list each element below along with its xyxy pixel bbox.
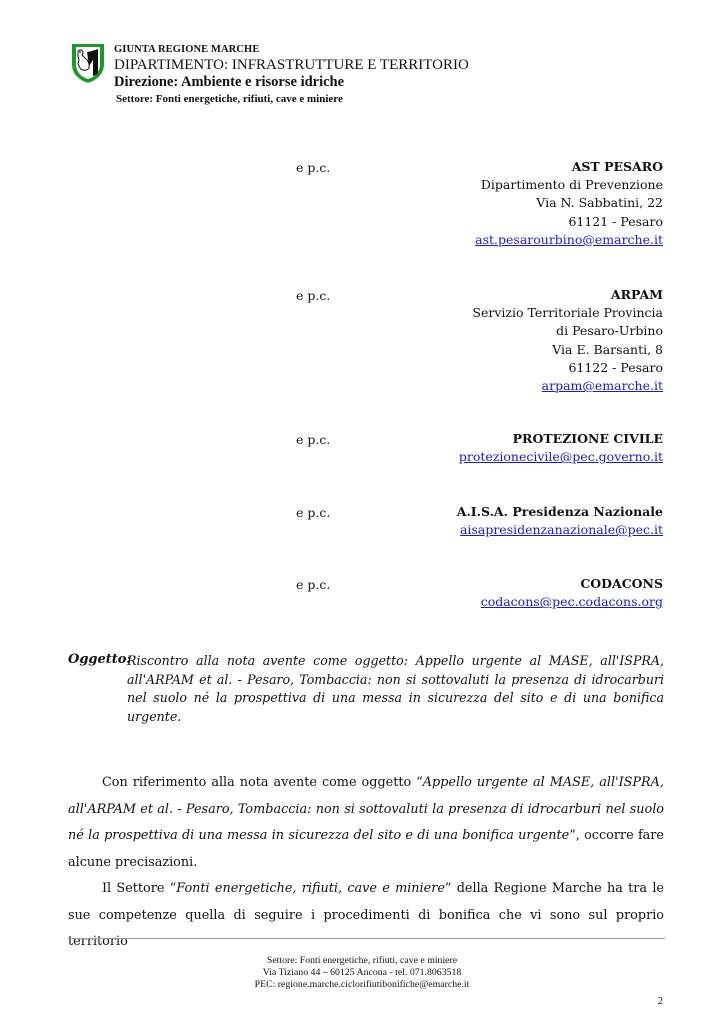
footer-pec: PEC: regione.marche.ciclorifiutibonifiche@emarche.it [254, 979, 470, 991]
header-direction: Direzione: Ambiente e risorse idriche [114, 74, 345, 90]
subject-label: Oggetto: [68, 652, 132, 667]
recipient-cc-label: e p.c. [296, 288, 331, 303]
recipient-line: 61121 - Pesaro [568, 213, 663, 229]
recipient-name: AST PESARO [571, 159, 663, 174]
recipient-line: Via N. Sabbatini, 22 [536, 195, 663, 211]
recipient-name: A.I.S.A. Presidenza Nazionale [456, 504, 663, 519]
footer-sector: Settore: Fonti energetiche, rifiuti, cave e miniere [266, 955, 458, 966]
recipient-name: ARPAM [610, 287, 663, 302]
recipient-protezione-civile [459, 430, 663, 466]
recipient-email-link[interactable]: protezionecivile@pec.governo.it [458, 449, 663, 465]
recipient-cc-label: e p.c. [296, 577, 331, 592]
regione-marche-logo [70, 42, 106, 84]
body-paragraph-1 [68, 770, 664, 876]
subject-text: Riscontro alla nota avente come oggetto: Appello urgente al MASE, all'ISPRA, all'ARPAM et al. - Pesaro, Tombaccia: non si sottovaluti la presenza di idrocarburi nel suolo né la prospettiva di una messa in sicurezza del sito e di una bonifica urgente. [127, 653, 664, 724]
body-text: Il Settore “ [102, 881, 177, 896]
recipient-cc-label: e p.c. [296, 505, 331, 520]
body-text: ”, occorre fare alcune precisazioni. [68, 828, 664, 870]
recipient-line: 61122 - Pesaro [568, 359, 663, 375]
letter-body [68, 770, 664, 956]
body-text: ” della Regione Marche ha tra le sue competenze quella di seguire i procedimenti di bonifica che vi sono sul proprio territorio [68, 881, 664, 949]
recipient-name: CODACONS [580, 576, 663, 591]
recipient-cc-label: e p.c. [296, 432, 331, 447]
footer [0, 955, 724, 992]
recipient-line: Via E. Barsanti, 8 [552, 341, 663, 357]
header-department: DIPARTIMENTO: INFRASTRUTTURE E TERRITORIO [114, 57, 469, 73]
recipient-line: Servizio Territoriale Provincia [472, 305, 663, 321]
recipient-ast-pesaro [475, 158, 663, 249]
footer-divider [68, 938, 665, 939]
recipient-arpam [472, 286, 663, 395]
recipient-email-link[interactable]: ast.pesarourbino@emarche.it [475, 231, 663, 247]
body-quote: Appello urgente al MASE, all'ISPRA, all'ARPAM et al. - Pesaro, Tombaccia: non si sottovaluti la presenza di idrocarburi nel suolo né la prospettiva di una messa in sicurezza del sito e di una bonifica urgente [68, 775, 664, 843]
recipient-email-link[interactable]: codacons@pec.codacons.org [480, 594, 663, 610]
footer-address: Via Tiziano 44 – 60125 Ancona - tel. 071.8063518 [262, 967, 462, 979]
body-text: Con riferimento alla nota avente come oggetto “ [102, 775, 423, 790]
recipient-cc-label: e p.c. [296, 160, 331, 175]
recipient-email-link[interactable]: arpam@emarche.it [541, 378, 663, 394]
body-paragraph-2 [68, 876, 664, 956]
header-org: GIUNTA REGIONE MARCHE [114, 44, 260, 55]
recipient-aisa [457, 503, 663, 539]
body-quote: Fonti energetiche, rifiuti, cave e miniere [176, 881, 445, 896]
page-number: 2 [657, 996, 663, 1007]
recipient-line: Dipartimento di Prevenzione [480, 177, 663, 193]
recipient-codacons [481, 575, 663, 611]
recipient-email-link[interactable]: aisapresidenzanazionale@pec.it [460, 522, 663, 538]
recipient-name: PROTEZIONE CIVILE [512, 431, 663, 446]
header-sector: Settore: Fonti energetiche, rifiuti, cave e miniere [116, 93, 343, 105]
recipient-line: di Pesaro-Urbino [556, 323, 663, 339]
